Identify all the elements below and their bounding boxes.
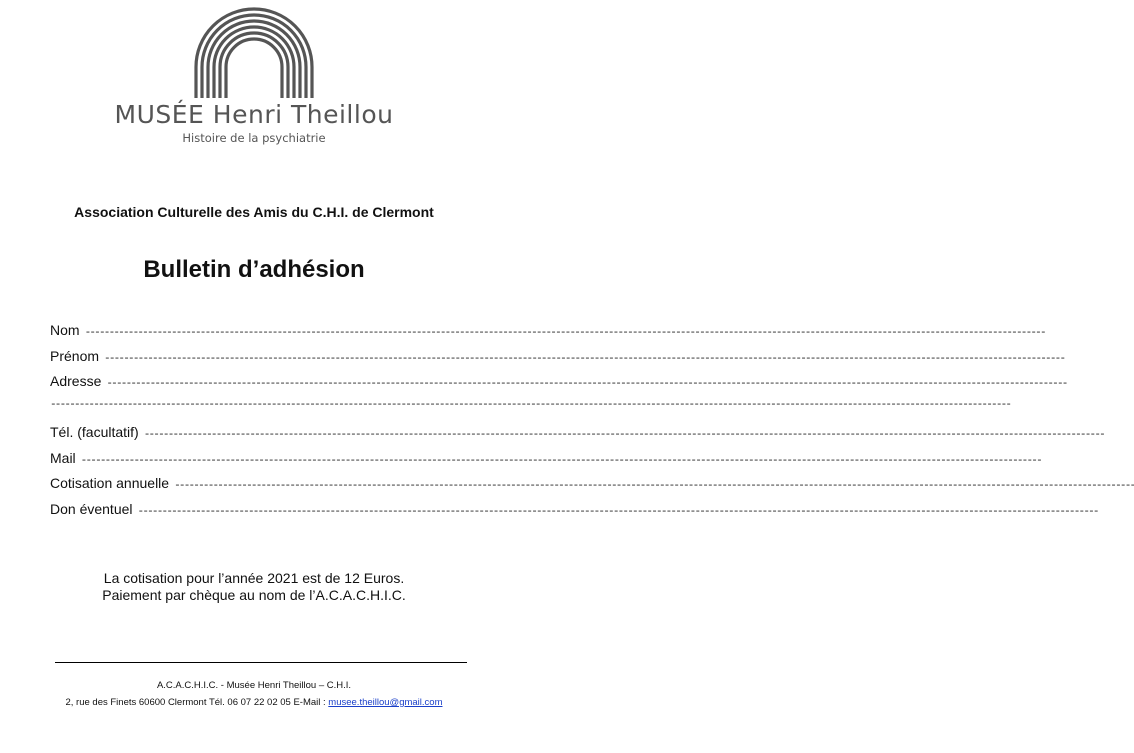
museum-name: MUSÉE Henri Theillou [114, 100, 394, 129]
fill-line: -------------------------------------------------------------------------------------------------------------------------------------------------------------------------------------------------------- [84, 327, 1045, 339]
fill-line: -------------------------------------------------------------------------------------------------------------------------------------------------------------------------------------------------------- [80, 454, 1041, 467]
field-label: Tél. (facultatif) [50, 424, 139, 440]
form-row-nom[interactable] [50, 322, 1045, 348]
email-link[interactable]: musee.theillou@gmail.com [328, 697, 443, 708]
field-label: Mail [50, 449, 76, 466]
museum-logo [0, 22, 508, 145]
fill-line: -------------------------------------------------------------------------------------------------------------------------------------------------------------------------------------------------------- [50, 398, 1011, 411]
footer-address: 2, rue des Finets 60600 Clermont Tél. 06 07 22 02 05 E-Mail : [65, 697, 329, 708]
museum-subtitle: Histoire de la psychiatrie [182, 131, 326, 145]
form-row-don[interactable] [50, 500, 1098, 527]
fill-line: -------------------------------------------------------------------------------------------------------------------------------------------------------------------------------------------------------- [143, 429, 1104, 441]
fee-note [0, 570, 508, 604]
form-row-telephone[interactable] [50, 424, 1104, 450]
fill-line: -------------------------------------------------------------------------------------------------------------------------------------------------------------------------------------------------------- [174, 480, 1134, 492]
association-name: Association Culturelle des Amis du C.H.I. de Clermont [74, 204, 434, 220]
field-label: Cotisation annuelle [50, 475, 170, 491]
form-row-adresse[interactable] [50, 373, 1067, 399]
field-label: Nom [50, 322, 80, 338]
arch-logo-icon [189, 22, 319, 98]
form-row-prenom[interactable] [50, 347, 1065, 374]
fill-line: -------------------------------------------------------------------------------------------------------------------------------------------------------------------------------------------------------- [104, 352, 1065, 365]
footer-contact-line [0, 697, 508, 708]
fill-line: -------------------------------------------------------------------------------------------------------------------------------------------------------------------------------------------------------- [106, 378, 1067, 390]
page-title: Bulletin d’adhésion [143, 256, 365, 283]
payment-note-line: Paiement par chèque au nom de l’A.C.A.C.H.I.C. [102, 587, 406, 603]
field-label: Prénom [50, 347, 100, 364]
fill-line: -------------------------------------------------------------------------------------------------------------------------------------------------------------------------------------------------------- [137, 505, 1098, 518]
field-label: Adresse [50, 373, 102, 389]
form-row-cotisation[interactable] [50, 475, 1134, 501]
form-row-mail[interactable] [50, 449, 1041, 476]
field-label: Don éventuel [50, 500, 133, 517]
form-row-adresse-continued[interactable] [50, 398, 1011, 425]
membership-form [50, 322, 1134, 526]
fee-note-line: La cotisation pour l’année 2021 est de 12 Euros. [103, 570, 405, 586]
footer-org-line: A.C.A.C.H.I.C. - Musée Henri Theillou – C.H.I. [156, 680, 352, 691]
footer-divider [55, 662, 467, 663]
